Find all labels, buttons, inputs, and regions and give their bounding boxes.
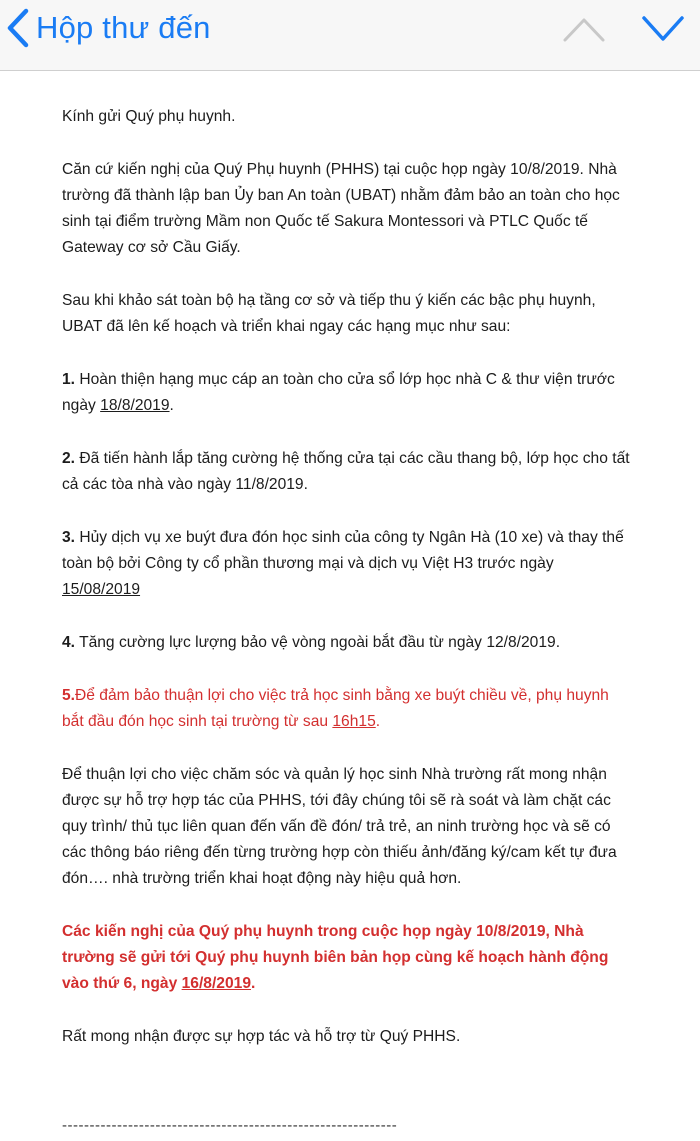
paragraph-cooperation: Để thuận lợi cho việc chăm sóc và quản lý học sinh Nhà trường rất mong nhận được sự hỗ trợ hợp tác của PHHS, tới đây chúng tôi sẽ rà soát và làm chặt các quy trình/ thủ tục liên quan đến vấn đề đón/ trả trẻ, an ninh trường học và sẽ có các thông báo riêng đến từng trường hợp còn thiếu ảnh/đăng ký/cam kết tự đưa đón…. nhà trường triển khai hoạt động này hiệu quả hơn. [62,766,617,887]
navigation-bar [0,0,700,71]
item-text: Để đảm bảo thuận lợi cho việc trả học sinh bằng xe buýt chiều về, phụ huynh bắt đầu đón học sinh tại trường từ sau [62,687,609,730]
chevron-left-icon [6,8,30,48]
back-button[interactable] [6,6,211,50]
back-label: Hộp thư đến [36,10,211,45]
chevron-up-icon[interactable] [562,14,606,44]
item-number: 3. [62,529,76,546]
paragraph-intro: Căn cứ kiến nghị của Quý Phụ huynh (PHHS) tại cuộc họp ngày 10/8/2019. Nhà trường đã thành lập ban Ủy ban An toàn (UBAT) nhằm đảm bảo an toàn cho học sinh tại điểm trường Mầm non Quốc tế Sakura Montessori và PTLC Quốc tế Gateway cơ sở Cầu Giấy. [62,161,620,256]
notice-paragraph: Các kiến nghị của Quý phụ huynh trong cuộc họp ngày 10/8/2019, Nhà trường sẽ gửi tới Quý phụ huynh biên bản họp cùng kế hoạch hành động vào thứ 6, ngày 16/8/2019. [62,923,609,992]
chevron-down-icon[interactable] [640,12,686,44]
item-text: Hủy dịch vụ xe buýt đưa đón học sinh của công ty Ngân Hà (10 xe) và thay thế toàn bộ bởi Công ty cổ phần thương mại và dịch vụ Việt H3 trước ngày [62,529,624,572]
closing: Rất mong nhận được sự hợp tác và hỗ trợ từ Quý PHHS. [62,1028,461,1045]
item-text: Hoàn thiện hạng mục cáp an toàn cho cửa sổ lớp học nhà C & thư viện trước ngày [62,371,615,414]
list-item-4 [62,630,632,656]
item-number: 5. [62,687,76,704]
greeting: Kính gửi Quý phụ huynh. [62,108,236,125]
list-item-1: 1. Hoàn thiện hạng mục cáp an toàn cho cửa sổ lớp học nhà C & thư viện trước ngày 18/8/2019. [62,371,615,414]
divider: ------------------------------------------------------------- [62,1117,398,1134]
item-number: 1. [62,371,76,388]
paragraph-plan: Sau khi khảo sát toàn bộ hạ tầng cơ sở và tiếp thu ý kiến các bậc phụ huynh, UBAT đã lên kế hoạch và triển khai ngay các hạng mục như sau: [62,292,596,335]
date-link[interactable]: 16/8/2019 [181,975,251,992]
date-link[interactable]: 18/8/2019 [100,397,170,414]
item-number: 2. [62,450,76,467]
item-text: Đã tiến hành lắp tăng cường hệ thống cửa tại các cầu thang bộ, lớp học cho tất cả các tòa nhà vào ngày 11/8/2019. [62,450,630,493]
item-text: Tăng cường lực lượng bảo vệ vòng ngoài bắt đầu từ ngày 12/8/2019. [75,634,561,651]
list-item-5: 5.Để đảm bảo thuận lợi cho việc trả học sinh bằng xe buýt chiều về, phụ huynh bắt đầu đón học sinh tại trường từ sau 16h15. [62,687,609,730]
list-item-2 [62,446,632,498]
list-item-3 [62,525,632,603]
date-link[interactable]: 15/08/2019 [62,581,141,598]
item-number: 4. [62,634,76,651]
email-body [62,104,632,1077]
time-link[interactable]: 16h15 [332,713,376,730]
